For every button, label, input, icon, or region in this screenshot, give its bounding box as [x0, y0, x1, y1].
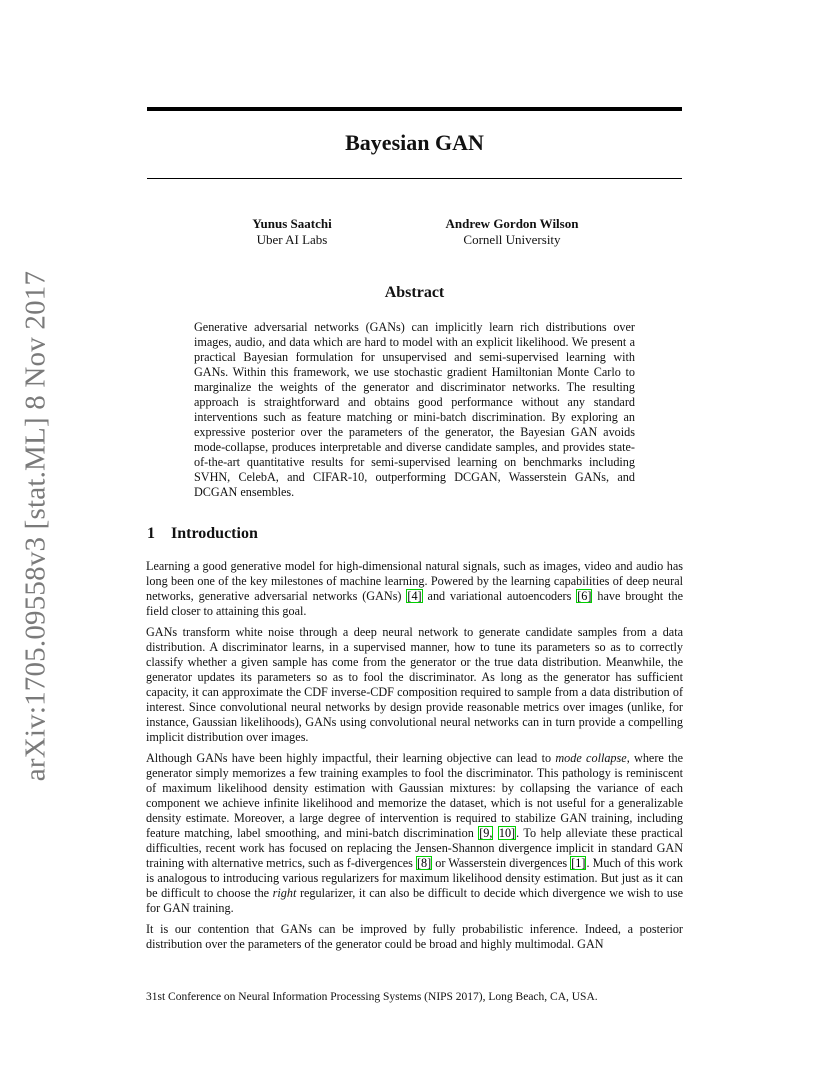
text-run: Learning a good generative model for high-dimensional natural signals, such as images, video and audio has long been one of the key milestones of machine learning. Powered by the learning capabilities of deep neural networks, generative adversarial networks (GANs) [146, 559, 683, 603]
title-bottom-rule [147, 178, 682, 179]
introduction-body [146, 559, 683, 958]
section-heading [147, 525, 258, 543]
author-block-1 [220, 216, 364, 248]
paragraph [146, 625, 683, 745]
citation-link[interactable]: [1] [571, 856, 586, 870]
author-affiliation: Uber AI Labs [256, 232, 328, 247]
abstract-text: Generative adversarial networks (GANs) can implicitly learn rich distributions over images, audio, and data which are hard to model with an explicit likelihood. We present a practical Bayesian formulation for unsupervised and semi-supervised learning with GANs. Within this framework, we use stochastic gradient Hamiltonian Monte Carlo to marginalize the weights of the generator and discriminator networks. The resulting approach is straightforward and obtains good performance without any standard interventions such as feature matching or mini-batch discrimination. By exploring an expressive posterior over the parameters of the generator, the Bayesian GAN avoids mode-collapse, produces interpretable and diverse candidate samples, and provides state-of-the-art quantitative results for semi-supervised learning on benchmarks including SVHN, CelebA, and CIFAR-10, outperforming DCGAN, Wasserstein GANs, and DCGAN ensembles. [194, 320, 635, 499]
paragraph [146, 751, 683, 916]
paragraph [146, 559, 683, 619]
text-run: Although GANs have been highly impactful, their learning objective can lead to [146, 751, 556, 765]
text-run: It is our contention that GANs can be improved by fully probabilistic inference. Indeed, a posterior distribution over the parameters of the generator could be broad and highly multimodal. GAN [146, 922, 683, 951]
title-top-rule [147, 107, 682, 111]
emphasis: right [272, 886, 297, 900]
author-affiliation: Cornell University [463, 232, 561, 247]
arxiv-identifier-stamp: arXiv:1705.09558v3 [stat.ML] 8 Nov 2017 [19, 270, 52, 782]
section-title: Introduction [171, 525, 258, 542]
paragraph [146, 922, 683, 952]
text-run: , where the generator simply memorizes a few training examples to fool the discriminator. This pathology is reminiscent of maximum likelihood density estimation with Gaussian mixtures: by collapsing the variance of each component we achieve infinite likelihood and memorize the dataset, which is not useful for a generalizable density estimate. Moreover, a large degree of intervention is required to stabilize GAN training, including feature matching, label smoothing, and mini-batch discrimination [146, 751, 684, 840]
citation-link[interactable]: [6] [577, 589, 592, 603]
citation-link[interactable]: [9, [479, 826, 493, 840]
abstract-heading: Abstract [384, 284, 445, 301]
text-run: . Much of this work is analogous to introducing various regularizers for maximum likelihood density estimation. But just as it can be difficult to choose the [146, 856, 684, 900]
text-run: GANs transform white noise through a deep neural network to generate candidate samples from a data distribution. A discriminator learns, in a supervised manner, how to tune its parameters so as to correctly classify whether a given sample has come from the generator or the true data distribution. Meanwhile, the generator updates its parameters so as to fool the discriminator. As long as the generator has sufficient capacity, it can approximate the CDF inverse-CDF composition required to sample from a data distribution of interest. Since convolutional neural networks by design provide reasonable metrics over images (unlike, for instance, Gaussian likelihoods), GANs using convolutional neural networks can in turn provide a compelling implicit distribution over images. [146, 625, 683, 744]
author-name: Andrew Gordon Wilson [445, 216, 579, 231]
text-run: have brought the field closer to attaining this goal. [146, 589, 683, 618]
conference-footnote: 31st Conference on Neural Information Processing Systems (NIPS 2017), Long Beach, CA, USA. [146, 991, 598, 1003]
citation-link[interactable]: [8] [416, 856, 432, 870]
text-run: or Wasserstein divergences [432, 856, 571, 870]
author-name: Yunus Saatchi [252, 216, 332, 231]
citation-link[interactable]: [4] [407, 589, 422, 603]
section-number: 1 [147, 525, 155, 542]
author-block-2 [420, 216, 604, 248]
text-run: . To help alleviate these practical difficulties, recent work has focused on replacing the Jensen-Shannon divergence implicit in standard GAN training with alternative metrics, such as f-divergences [146, 826, 684, 870]
emphasis: mode collapse [555, 751, 627, 765]
text-run: and variational autoencoders [422, 589, 577, 603]
text-run: regularizer, it can also be difficult to decide which divergence we wish to use for GAN training. [146, 886, 683, 915]
citation-link[interactable]: 10] [498, 826, 516, 840]
paper-title: Bayesian GAN [345, 130, 484, 155]
